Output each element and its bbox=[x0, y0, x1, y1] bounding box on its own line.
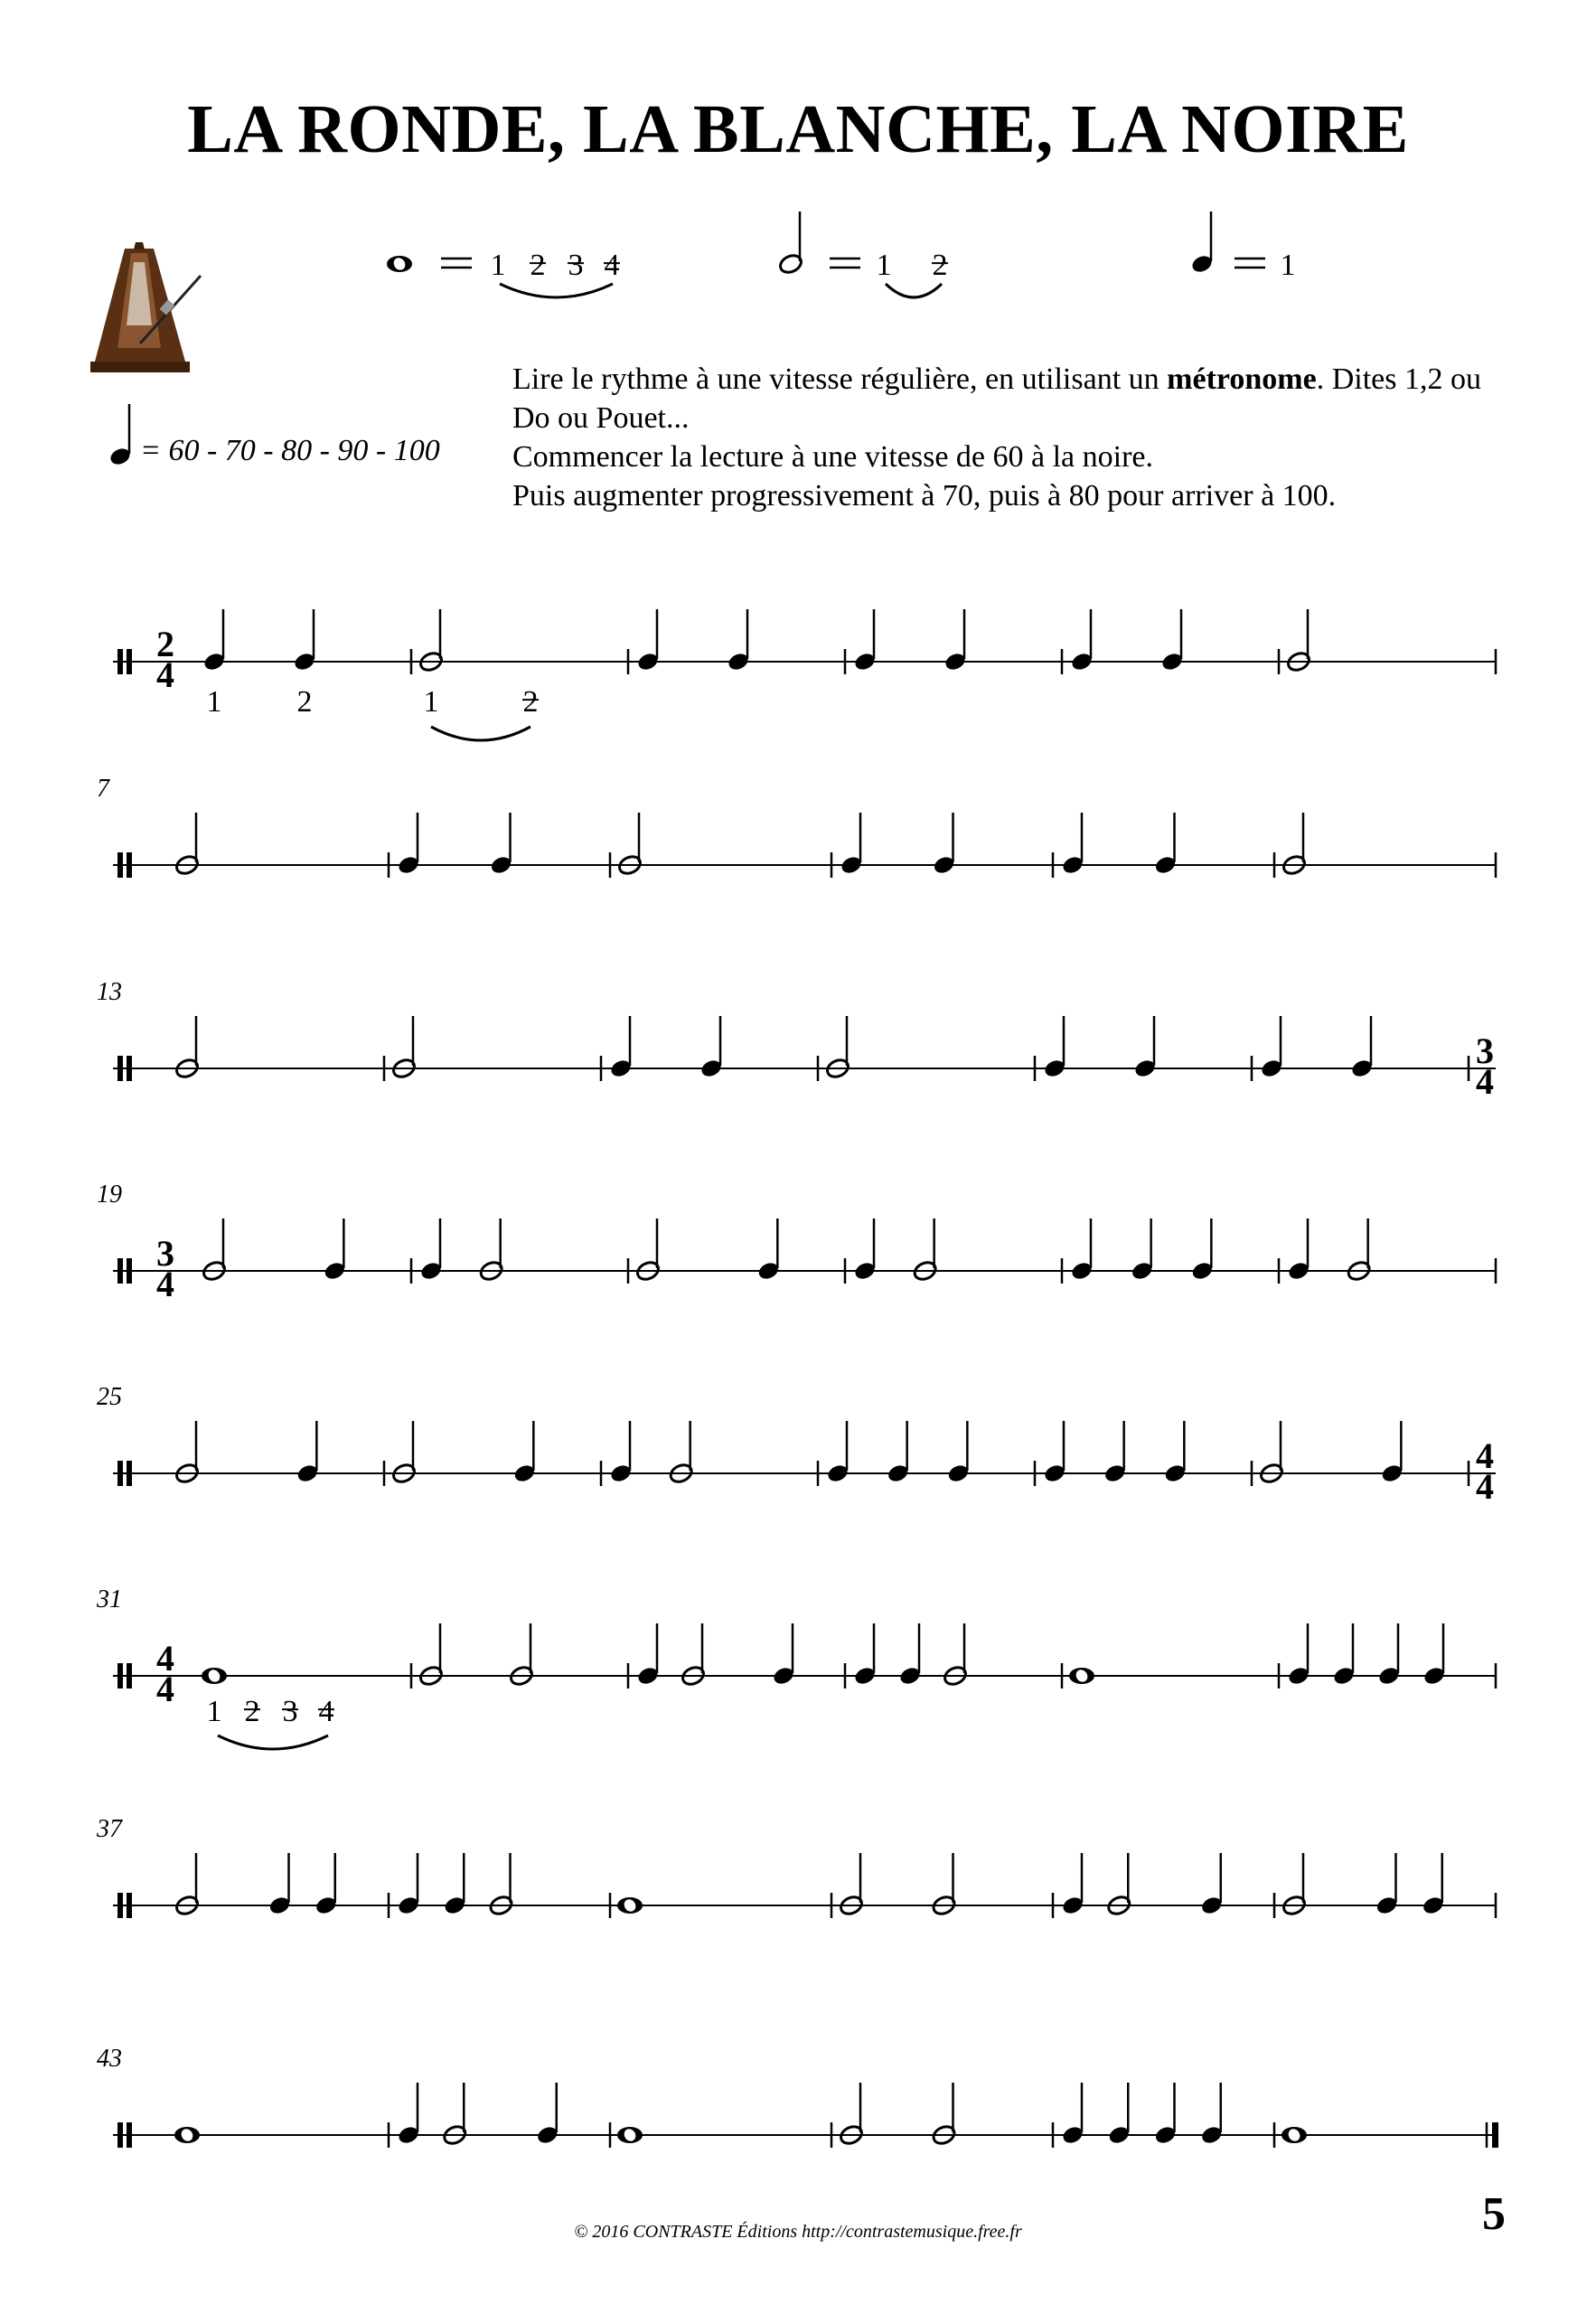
quarter-note bbox=[1350, 1016, 1375, 1079]
rhythm-systems bbox=[113, 609, 1498, 2148]
quarter-note bbox=[1153, 2083, 1178, 2146]
quarter-note bbox=[1377, 1623, 1402, 1687]
tie-curve bbox=[886, 284, 942, 297]
time-sig-top: 4 bbox=[156, 1638, 174, 1679]
rhythm-system bbox=[113, 2083, 1498, 2148]
measure-number: 31 bbox=[97, 1585, 122, 1613]
quarter-note bbox=[1070, 1218, 1094, 1282]
rhythm-system bbox=[113, 1853, 1496, 1918]
quarter-note bbox=[1133, 1016, 1158, 1079]
half-note bbox=[931, 1853, 957, 1917]
percussion-clef bbox=[127, 1893, 132, 1918]
half-note bbox=[778, 212, 804, 276]
percussion-clef bbox=[127, 1056, 132, 1081]
quarter-note bbox=[932, 813, 956, 876]
quarter-note bbox=[1061, 2083, 1085, 2146]
time-sig-bottom: 4 bbox=[156, 1264, 174, 1304]
count-label: 1 bbox=[206, 1695, 222, 1728]
percussion-clef bbox=[117, 1663, 123, 1688]
quarter-note bbox=[1260, 1016, 1284, 1079]
instructions-bold-metronome: métronome bbox=[1167, 362, 1317, 396]
time-signature bbox=[156, 1638, 174, 1709]
legend-count-crossed: 3 bbox=[568, 249, 584, 282]
page-number: 5 bbox=[1482, 2188, 1506, 2240]
quarter-note bbox=[1332, 1623, 1357, 1687]
time-signature bbox=[1476, 1030, 1494, 1102]
percussion-clef bbox=[127, 1663, 132, 1688]
count-label: 1 bbox=[206, 685, 222, 719]
tie-curve bbox=[431, 727, 530, 740]
quarter-note bbox=[1190, 1218, 1215, 1282]
quarter-note bbox=[1375, 1853, 1399, 1916]
half-note bbox=[681, 1623, 707, 1688]
legend-count-crossed: 2 bbox=[530, 249, 546, 282]
whole-note bbox=[617, 2127, 643, 2143]
quarter-note bbox=[1422, 1623, 1447, 1687]
quarter-note bbox=[826, 1421, 850, 1484]
percussion-clef bbox=[117, 1258, 123, 1284]
quarter-note bbox=[397, 813, 421, 876]
legend-count-crossed: 2 bbox=[932, 249, 948, 282]
count-label-crossed: 3 bbox=[282, 1695, 298, 1728]
half-note bbox=[418, 1623, 445, 1688]
rhythm-system bbox=[113, 813, 1496, 878]
half-note bbox=[912, 1218, 938, 1283]
instructions-line3: Puis augmenter progressivement à 70, puis à 80 pour arriver à 100. bbox=[512, 479, 1337, 513]
quarter-note bbox=[756, 1218, 781, 1282]
quarter-note bbox=[489, 813, 513, 876]
half-note bbox=[1281, 1853, 1308, 1917]
quarter-note bbox=[1199, 2083, 1224, 2146]
quarter-note bbox=[944, 609, 968, 673]
percussion-clef bbox=[117, 2122, 123, 2148]
measure-number: 25 bbox=[97, 1383, 122, 1411]
legend-count: 1 bbox=[490, 249, 506, 282]
quarter-note bbox=[1287, 1623, 1311, 1687]
quarter-note bbox=[1043, 1421, 1067, 1484]
quarter-note bbox=[853, 1218, 878, 1282]
time-sig-top: 4 bbox=[1476, 1435, 1494, 1476]
quarter-note bbox=[314, 1853, 338, 1916]
quarter-note bbox=[1380, 1421, 1404, 1484]
quarter-note bbox=[636, 609, 661, 673]
quarter-note bbox=[886, 1421, 910, 1484]
rhythm-system bbox=[113, 1016, 1496, 1102]
time-signature bbox=[156, 1233, 174, 1304]
quarter-note bbox=[1421, 1853, 1445, 1916]
half-note bbox=[488, 1853, 514, 1917]
percussion-clef bbox=[117, 1893, 123, 1918]
quarter-note bbox=[1153, 813, 1178, 876]
quarter-note bbox=[1070, 609, 1094, 673]
instructions-line1-start: Lire le rythme à une vitesse régulière, en utilisant un bbox=[512, 362, 1168, 396]
quarter-note bbox=[535, 2083, 559, 2146]
half-note bbox=[1346, 1218, 1372, 1283]
half-note bbox=[391, 1016, 418, 1080]
measure-number: 19 bbox=[97, 1181, 122, 1209]
percussion-clef bbox=[127, 1461, 132, 1486]
percussion-clef bbox=[127, 2122, 132, 2148]
quarter-note bbox=[296, 1421, 320, 1484]
half-note bbox=[174, 1016, 201, 1080]
half-note bbox=[825, 1016, 851, 1080]
time-sig-bottom: 4 bbox=[156, 1669, 174, 1709]
rhythm-system bbox=[113, 1421, 1496, 1507]
quarter-note bbox=[1043, 1016, 1067, 1079]
half-note bbox=[509, 1623, 535, 1688]
time-sig-top: 3 bbox=[1476, 1030, 1494, 1071]
quarter-note bbox=[946, 1421, 971, 1484]
half-note bbox=[442, 2083, 468, 2147]
half-note bbox=[174, 1421, 201, 1485]
rhythm-system bbox=[113, 1218, 1496, 1304]
half-note bbox=[943, 1623, 969, 1688]
instructions-line2: Commencer la lecture à une vitesse de 60 à la noire. bbox=[512, 440, 1153, 474]
percussion-clef bbox=[117, 1056, 123, 1081]
page-title: LA RONDE, LA BLANCHE, LA NOIRE bbox=[187, 91, 1409, 167]
count-label: 2 bbox=[296, 685, 313, 719]
whole-note bbox=[617, 1897, 643, 1914]
tie-curve bbox=[218, 1736, 328, 1749]
count-label-crossed: 2 bbox=[522, 685, 539, 719]
time-sig-bottom: 4 bbox=[1476, 1466, 1494, 1507]
percussion-clef bbox=[127, 1258, 132, 1284]
quarter-note bbox=[609, 1016, 634, 1079]
final-barline-thick bbox=[1492, 2122, 1498, 2148]
measure-number: 7 bbox=[97, 775, 109, 803]
half-note bbox=[1281, 813, 1308, 877]
count-label: 1 bbox=[423, 685, 439, 719]
legend-count: 1 bbox=[1280, 249, 1296, 282]
percussion-clef bbox=[117, 649, 123, 674]
instructions-line1-end: . Dites 1,2 ou Do ou Pouet... bbox=[512, 362, 1481, 435]
half-note bbox=[1286, 609, 1312, 673]
tempo-text: = 60 - 70 - 80 - 90 - 100 bbox=[140, 434, 440, 467]
quarter-note bbox=[1061, 813, 1085, 876]
quarter-note bbox=[1287, 1218, 1311, 1282]
quarter-note bbox=[1130, 1218, 1154, 1282]
half-note bbox=[839, 1853, 865, 1917]
half-note bbox=[668, 1421, 694, 1485]
quarter-note bbox=[1199, 1853, 1224, 1916]
half-note bbox=[1106, 1853, 1132, 1917]
rhythm-system bbox=[113, 609, 1496, 740]
time-sig-bottom: 4 bbox=[156, 654, 174, 695]
measure-number: 37 bbox=[97, 1815, 122, 1843]
time-sig-top: 2 bbox=[156, 624, 174, 664]
quarter-note bbox=[323, 1218, 347, 1282]
half-note bbox=[202, 1218, 228, 1283]
half-note bbox=[174, 1853, 201, 1917]
quarter-note bbox=[1103, 1421, 1127, 1484]
count-label-crossed: 2 bbox=[244, 1695, 260, 1728]
whole-note bbox=[1069, 1668, 1094, 1684]
quarter-note bbox=[1160, 609, 1185, 673]
legend-count: 1 bbox=[876, 249, 892, 282]
quarter-note bbox=[397, 2083, 421, 2146]
half-note bbox=[931, 2083, 957, 2147]
quarter-note bbox=[1190, 212, 1215, 275]
whole-note bbox=[1281, 2127, 1307, 2143]
percussion-clef bbox=[127, 649, 132, 674]
time-sig-bottom: 4 bbox=[1476, 1061, 1494, 1102]
quarter-note bbox=[1107, 2083, 1131, 2146]
quarter-note bbox=[108, 404, 133, 467]
measure-number: 43 bbox=[97, 2045, 122, 2073]
metronome-icon bbox=[90, 242, 201, 372]
legend-count-crossed: 4 bbox=[604, 249, 620, 282]
whole-note bbox=[387, 256, 412, 272]
quarter-note bbox=[636, 1623, 661, 1687]
measure-number: 13 bbox=[97, 978, 122, 1006]
quarter-note bbox=[293, 609, 317, 673]
quarter-note bbox=[699, 1016, 724, 1079]
percussion-clef bbox=[117, 1461, 123, 1486]
count-label-crossed: 4 bbox=[318, 1695, 334, 1728]
quarter-note bbox=[1163, 1421, 1188, 1484]
tie-curve bbox=[500, 284, 613, 297]
footer-copyright: © 2016 CONTRASTE Éditions http://contrastemusique.free.fr bbox=[574, 2222, 1022, 2242]
tempo-quarter-note-icon bbox=[108, 404, 133, 467]
rhythm-system bbox=[113, 1623, 1496, 1749]
half-note bbox=[635, 1218, 662, 1283]
quarter-note bbox=[397, 1853, 421, 1916]
quarter-note bbox=[898, 1623, 923, 1687]
half-note bbox=[391, 1421, 418, 1485]
half-note bbox=[174, 813, 201, 877]
half-note bbox=[418, 609, 445, 673]
quarter-note bbox=[853, 609, 878, 673]
note-legend bbox=[387, 212, 1296, 297]
half-note bbox=[1259, 1421, 1285, 1485]
half-note bbox=[478, 1218, 504, 1283]
half-note bbox=[839, 2083, 865, 2147]
whole-note bbox=[174, 2127, 200, 2143]
quarter-note bbox=[443, 1853, 467, 1916]
quarter-note bbox=[840, 813, 864, 876]
whole-note bbox=[202, 1668, 227, 1684]
time-sig-top: 3 bbox=[156, 1233, 174, 1274]
time-signature bbox=[1476, 1435, 1494, 1507]
percussion-clef bbox=[117, 852, 123, 878]
half-note bbox=[617, 813, 643, 877]
quarter-note bbox=[202, 609, 227, 673]
quarter-note bbox=[268, 1853, 292, 1916]
quarter-note bbox=[512, 1421, 537, 1484]
quarter-note bbox=[727, 609, 751, 673]
quarter-note bbox=[772, 1623, 796, 1687]
time-signature bbox=[156, 624, 174, 695]
quarter-note bbox=[419, 1218, 444, 1282]
quarter-note bbox=[609, 1421, 634, 1484]
percussion-clef bbox=[127, 852, 132, 878]
quarter-note bbox=[1061, 1853, 1085, 1916]
quarter-note bbox=[853, 1623, 878, 1687]
